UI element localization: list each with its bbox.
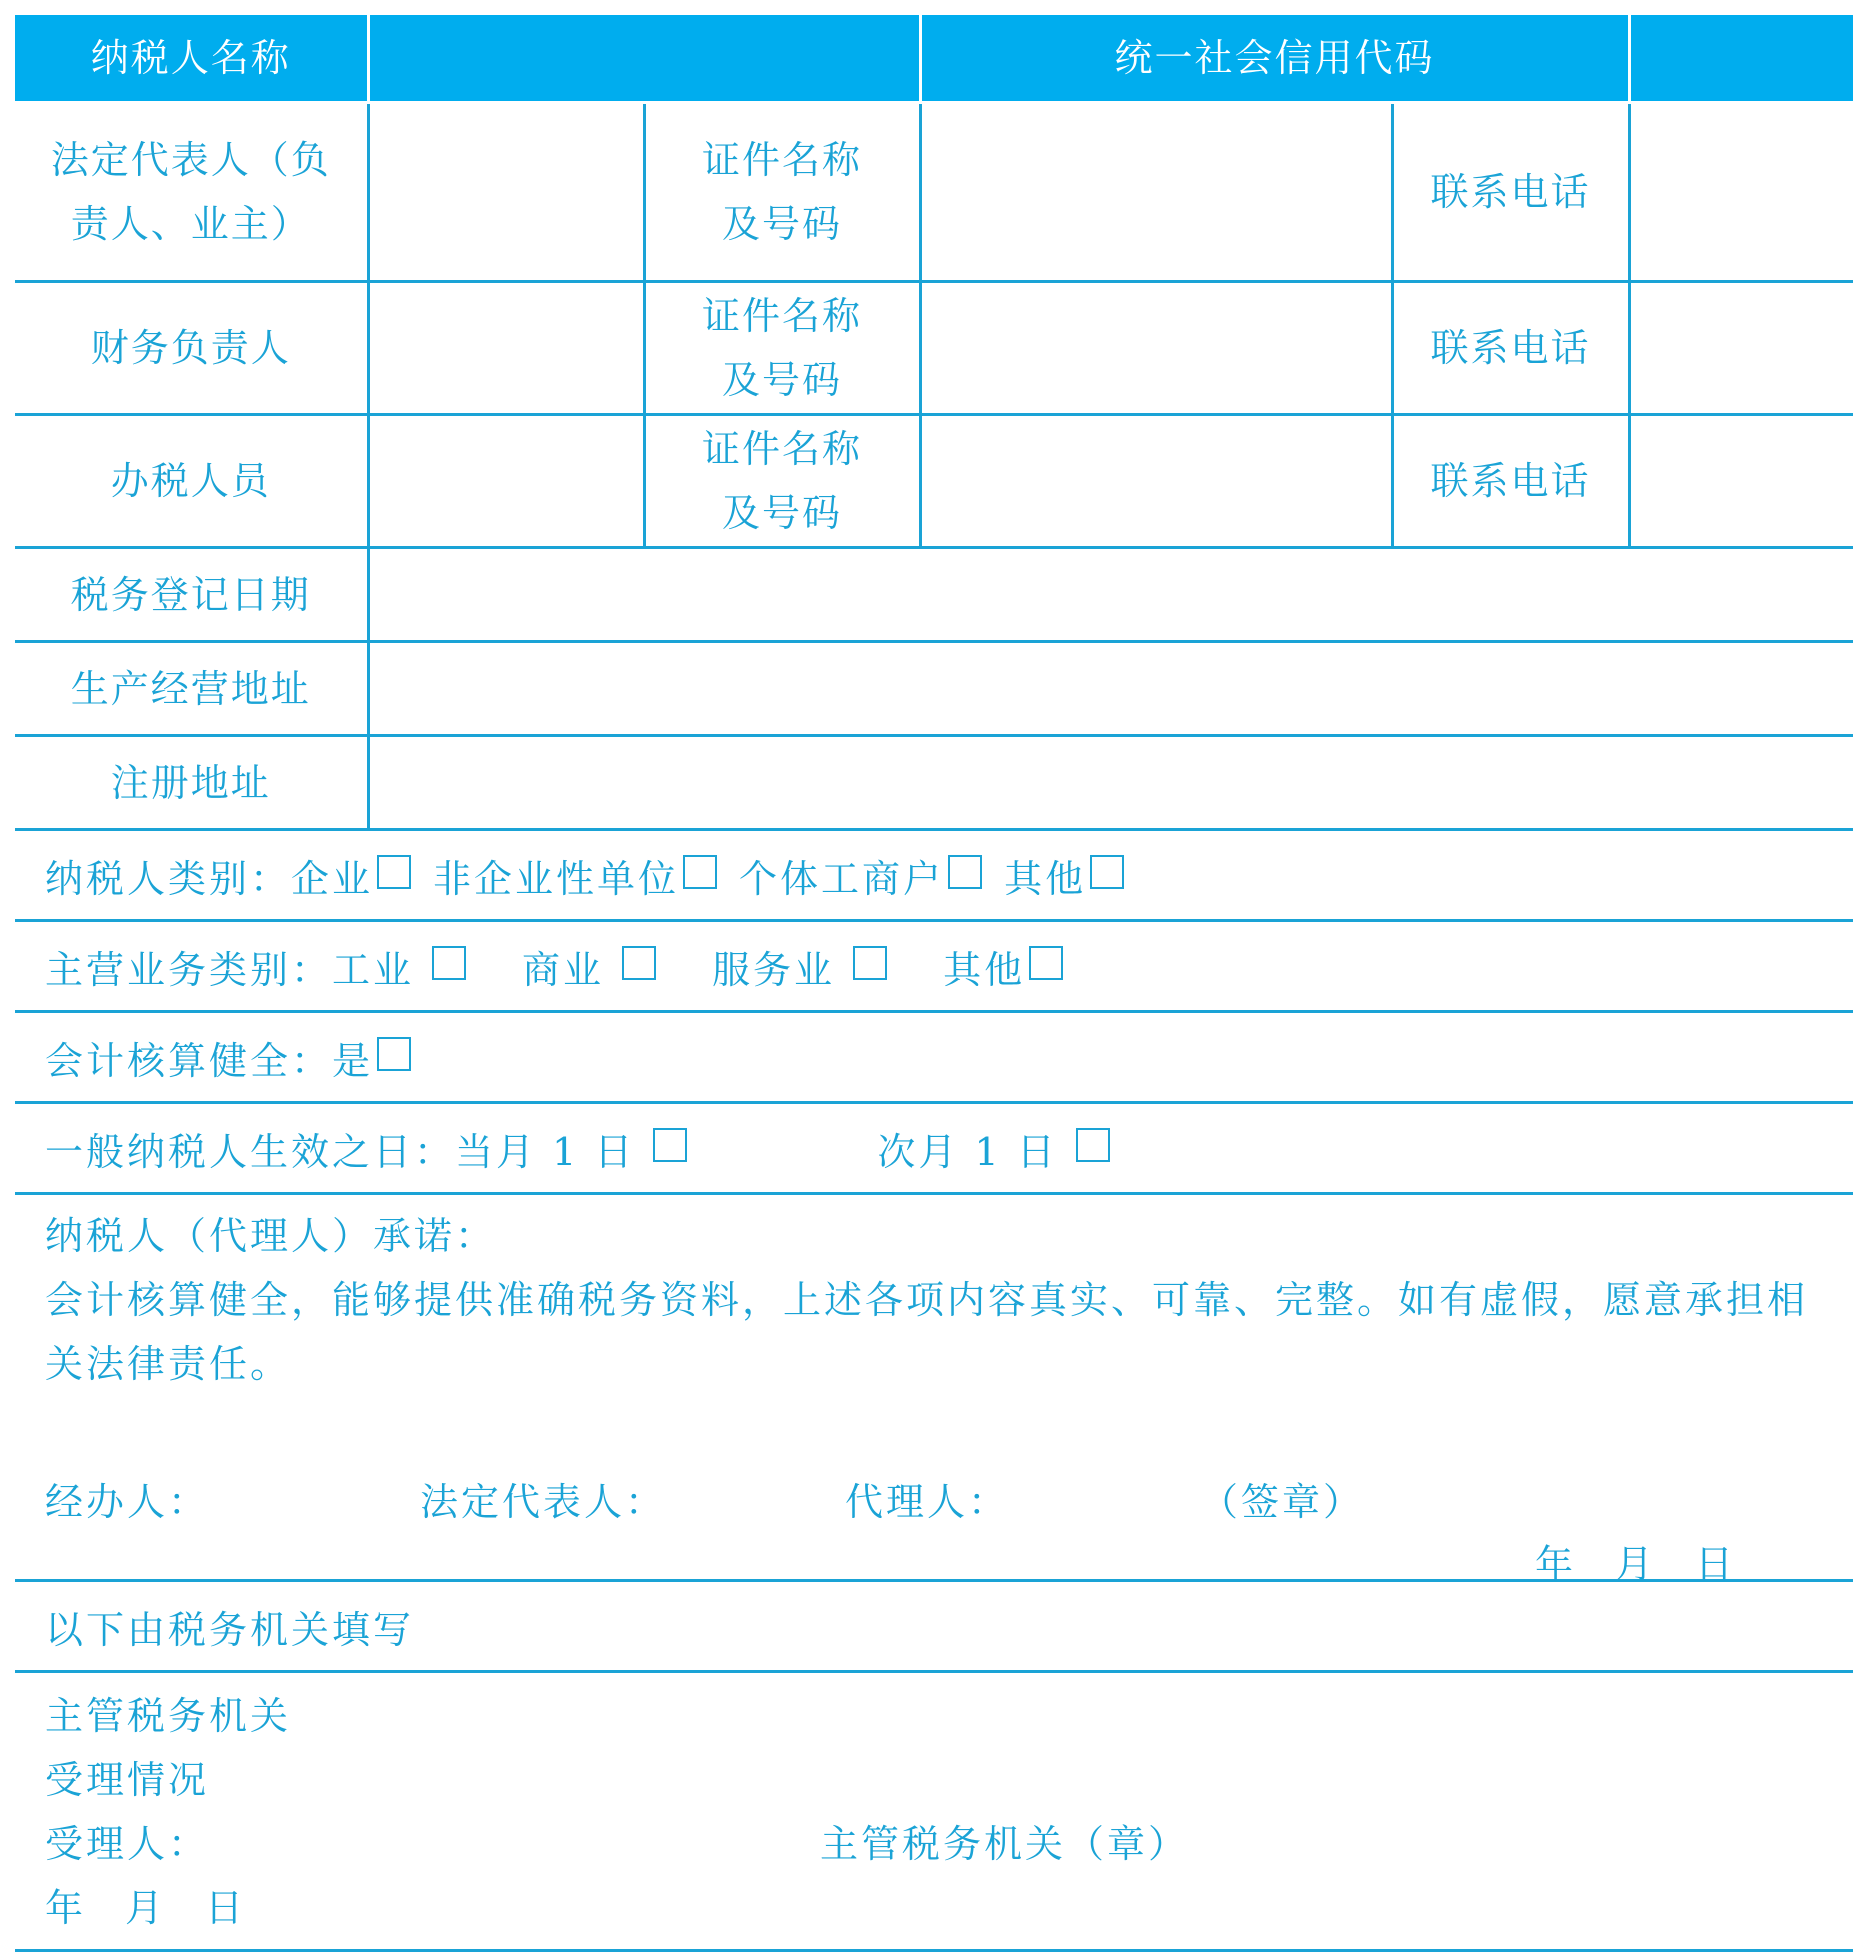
header-row [15,15,1853,103]
effective-date-label: 一般纳税人生效之日： [45,1129,456,1174]
reg-date-label: 税务登记日期 [15,548,368,642]
reg-date-field[interactable] [368,548,1853,642]
option-label: 是 [332,1038,374,1083]
promise-section [15,1195,1853,1586]
accounting-row [15,1013,1853,1104]
registration-form [15,15,1853,1952]
tax-staff-label: 办税人员 [15,415,368,548]
id-label-line1: 证件名称 [701,427,862,471]
business-category-row [15,922,1853,1013]
promise-year: 年 [1535,1542,1577,1586]
taxpayer-category-row [15,831,1853,922]
option-label: 商业 [522,947,605,992]
reg-address-label: 注册地址 [15,736,368,830]
promise-title: 纳税人（代理人）承诺： [45,1214,497,1258]
taxpayer-name-label: 纳税人名称 [15,15,368,103]
biz-address-field[interactable] [368,642,1853,736]
option-label: 服务业 [712,947,836,992]
effective-date-row [15,1104,1853,1195]
handler-label: 经办人： [45,1480,210,1524]
legal-rep-label-line2: 责人、业主） [70,202,311,246]
accounting-label: 会计核算健全： [45,1038,333,1083]
tax-staff-field[interactable] [368,415,644,548]
finance-head-label: 财务负责人 [15,282,368,415]
finance-head-phone-field[interactable] [1629,282,1853,415]
receiver-label: 受理人： [45,1822,210,1866]
taxpayer-category-label: 纳税人类别： [45,856,292,901]
option-label: 工业 [332,947,415,992]
seal-label: （签章） [1200,1480,1365,1524]
office-year: 年 [45,1886,87,1930]
legal-rep-field[interactable] [368,103,644,282]
reg-date-row [15,548,1853,642]
accounting-yes-checkbox[interactable] [377,1037,411,1071]
reg-address-field[interactable] [368,736,1853,830]
id-label-line1: 证件名称 [701,138,862,182]
id-label-line1: 证件名称 [701,294,862,338]
id-label-line2: 及号码 [721,202,842,246]
info-table [15,15,1853,831]
agent-label: 代理人： [845,1480,1010,1524]
option-label: 个体工商户 [739,856,945,901]
id-label-line2: 及号码 [721,358,842,402]
taxpayer-name-field[interactable] [368,15,920,103]
tax-staff-row [15,415,1853,548]
option-label: 非企业性单位 [433,856,680,901]
id-label [644,103,920,282]
tax-staff-phone-field[interactable] [1629,415,1853,548]
option-label: 企业 [291,856,374,901]
other-taxpayer-checkbox[interactable] [1090,855,1124,889]
reg-address-row [15,736,1853,830]
business-category-label: 主营业务类别： [45,947,333,992]
service-checkbox[interactable] [853,946,887,980]
legal-rep-row [15,103,1853,282]
promise-day: 日 [1695,1542,1737,1586]
other-business-checkbox[interactable] [1029,946,1063,980]
office-title-row [15,1582,1853,1673]
credit-code-label: 统一社会信用代码 [920,15,1629,103]
enterprise-checkbox[interactable] [377,855,411,889]
option-label: 其他 [943,947,1026,992]
office-section [15,1673,1853,1952]
legal-rep-sign-label: 法定代表人： [420,1480,667,1524]
authority-seal-label: 主管税务机关（章） [820,1822,1190,1866]
tax-staff-id-field[interactable] [920,415,1392,548]
promise-text: 会计核算健全，能够提供准确税务资料，上述各项内容真实、可靠、完整。如有虚假，愿意承担相关法律责任。 [45,1278,1809,1386]
non-enterprise-checkbox[interactable] [683,855,717,889]
biz-address-label: 生产经营地址 [15,642,368,736]
finance-head-id-field[interactable] [920,282,1392,415]
id-label [644,282,920,415]
phone-label: 联系电话 [1392,103,1629,282]
credit-code-field[interactable] [1629,15,1853,103]
individual-business-checkbox[interactable] [948,855,982,889]
industry-checkbox[interactable] [432,946,466,980]
authority-label: 主管税务机关 [45,1694,292,1738]
legal-rep-label [15,103,368,282]
finance-head-field[interactable] [368,282,644,415]
legal-rep-id-field[interactable] [920,103,1392,282]
biz-address-row [15,642,1853,736]
promise-month: 月 [1615,1542,1657,1586]
office-day: 日 [205,1886,247,1930]
id-label [644,415,920,548]
office-title: 以下由税务机关填写 [45,1607,415,1652]
option-label: 其他 [1004,856,1087,901]
id-label-line2: 及号码 [721,491,842,535]
phone-label: 联系电话 [1392,415,1629,548]
finance-head-row [15,282,1853,415]
phone-label: 联系电话 [1392,282,1629,415]
office-month: 月 [125,1886,167,1930]
current-month-checkbox[interactable] [653,1128,687,1162]
legal-rep-label-line1: 法定代表人（负 [50,138,331,182]
status-label: 受理情况 [45,1758,210,1802]
legal-rep-phone-field[interactable] [1629,103,1853,282]
option-label: 次月 1 日 [877,1129,1058,1174]
commerce-checkbox[interactable] [622,946,656,980]
next-month-checkbox[interactable] [1076,1128,1110,1162]
option-label: 当月 1 日 [455,1129,636,1174]
